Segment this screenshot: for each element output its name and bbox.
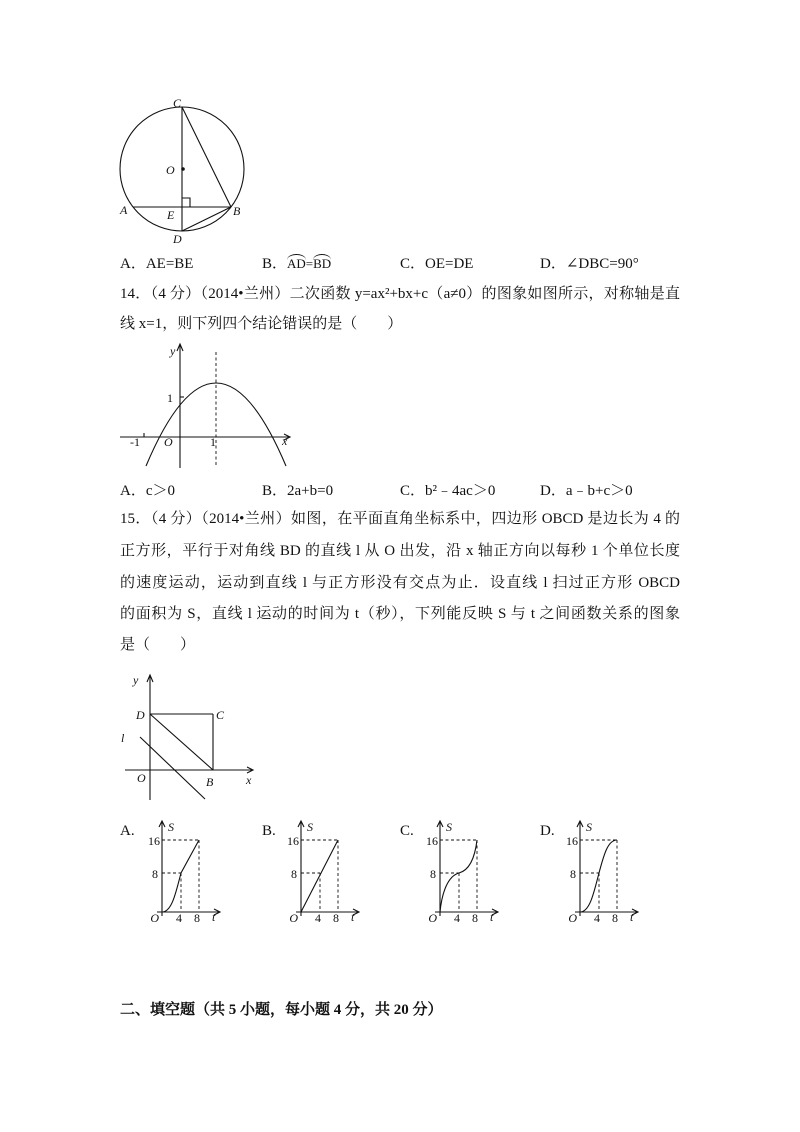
option-text: b²﹣4ac＞0 (425, 483, 496, 499)
origin-label: O (568, 911, 577, 925)
q14-stem-line-2: 线 x=1，则下列四个结论错误的是（ ） (120, 316, 403, 332)
equals-sign: = (305, 256, 314, 271)
option-text: ∠DBC=90° (565, 256, 639, 272)
label-b: B (206, 775, 214, 789)
q14-option-a (120, 481, 175, 501)
tick-s8: 8 (570, 867, 576, 881)
x-tick-neg-label: -1 (130, 435, 140, 449)
tick-t4: 4 (454, 911, 460, 925)
option-text: 2a+b=0 (287, 483, 334, 499)
q14-option-b (262, 481, 333, 501)
y-tick-label: 1 (167, 391, 173, 405)
origin-label: O (164, 435, 173, 449)
x-tick-pos-label: 1 (210, 435, 216, 449)
option-letter: A． (120, 256, 146, 272)
tick-16: 16 (566, 834, 578, 848)
q13-circle-figure (110, 92, 255, 250)
option-letter: C． (400, 483, 426, 499)
right-angle-mark (182, 198, 190, 207)
s-t-curve (580, 840, 617, 912)
label-b: B (233, 204, 241, 218)
t-axis-label: t (490, 910, 494, 924)
q14-parabola-figure (115, 338, 300, 473)
segment-db (182, 207, 231, 231)
q15-stem-line-5: 是（ ） (120, 637, 196, 653)
q15-option-a-letter: A. (120, 823, 135, 839)
label-o: O (137, 771, 146, 785)
label-d: D (136, 708, 145, 722)
tick-16: 16 (287, 834, 299, 848)
tick-t8: 8 (333, 911, 339, 925)
s-axis-label: S (586, 820, 592, 834)
segment-cb (182, 107, 231, 207)
label-a: A (120, 203, 128, 217)
s-axis-label: S (307, 820, 313, 834)
origin-label: O (150, 911, 159, 925)
label-c: C (173, 96, 182, 110)
origin-label: O (428, 911, 437, 925)
option-text: OE=DE (425, 256, 474, 272)
option-letter: C． (400, 256, 426, 272)
label-e: E (167, 208, 175, 222)
tick-t4: 4 (176, 911, 182, 925)
q15-stem-line-1: 15．（4 分）（2014•兰州）如图，在平面直角坐标系中，四边形 OBCD 是边长为 4 的 (120, 511, 680, 527)
tick-t4: 4 (315, 911, 321, 925)
q13-option-b (262, 254, 331, 274)
q14-option-c (400, 481, 495, 501)
q15-stem-line-2: 正方形，平行于对角线 BD 的直线 l 从 O 出发，沿 x 轴正方向以每秒 1 个单位长度 (120, 543, 680, 559)
option-letter: A． (120, 483, 146, 499)
tick-s8: 8 (291, 867, 297, 881)
s-axis-label: S (446, 820, 452, 834)
tick-16: 16 (148, 834, 160, 848)
option-letter: B． (262, 256, 288, 272)
tick-s8: 8 (152, 867, 158, 881)
arc-bd: BD (313, 254, 331, 274)
q15-square-figure (112, 670, 260, 805)
tick-16: 16 (426, 834, 438, 848)
q14-stem-line-1: 14．（4 分）（2014•兰州）二次函数 y=ax²+bx+c（a≠0）的图象如图所示，对称轴是直 (120, 286, 680, 302)
q13-option-d (540, 254, 639, 274)
q13-option-c (400, 254, 473, 274)
label-c: C (216, 708, 225, 722)
option-letter: B． (262, 483, 288, 499)
x-axis-label: x (282, 434, 288, 448)
q15-option-b-letter: B. (262, 823, 276, 839)
y-axis-label: y (133, 673, 139, 687)
q15-option-graphs (110, 812, 660, 934)
option-text: AE=BE (145, 256, 194, 272)
label-l: l (121, 731, 125, 745)
t-axis-label: t (630, 910, 634, 924)
section-2-heading: 二、填空题（共 5 小题，每小题 4 分，共 20 分） (120, 1002, 443, 1018)
option-letter: D． (540, 483, 566, 499)
tick-s8: 8 (430, 867, 436, 881)
arc-ad: AD (287, 254, 306, 274)
q13-option-a (120, 254, 193, 274)
tick-t4: 4 (594, 911, 600, 925)
q14-option-d (540, 481, 633, 501)
q15-option-d-letter: D. (540, 823, 555, 839)
label-o: O (166, 163, 175, 177)
t-axis-label: t (212, 910, 216, 924)
option-text: a﹣b+c＞0 (565, 483, 633, 499)
q15-stem-line-3: 的速度运动，运动到直线 l 与正方形没有交点为止．设直线 l 扫过正方形 OBCD (120, 575, 680, 591)
tick-t8: 8 (194, 911, 200, 925)
q15-stem-line-4: 的面积为 S，直线 l 运动的时间为 t（秒），下列能反映 S 与 t 之间函数关系的图象 (120, 606, 680, 622)
graph-c (426, 820, 498, 925)
tick-t8: 8 (612, 911, 618, 925)
graph-b (287, 820, 359, 925)
s-t-curve (301, 840, 338, 912)
y-axis-label: y (170, 344, 176, 358)
s-axis-label: S (168, 820, 174, 834)
option-letter: D． (540, 256, 566, 272)
tick-t8: 8 (472, 911, 478, 925)
s-t-curve (162, 840, 199, 912)
diagonal-bd (150, 714, 213, 770)
graph-a (148, 820, 220, 925)
s-t-curve (440, 840, 477, 912)
x-axis-label: x (246, 773, 252, 787)
q15-option-c-letter: C. (400, 823, 414, 839)
t-axis-label: t (351, 910, 355, 924)
origin-label: O (289, 911, 298, 925)
label-d: D (173, 232, 182, 246)
graph-d (566, 820, 638, 925)
option-text: c＞0 (145, 483, 176, 499)
center-dot (181, 167, 185, 171)
